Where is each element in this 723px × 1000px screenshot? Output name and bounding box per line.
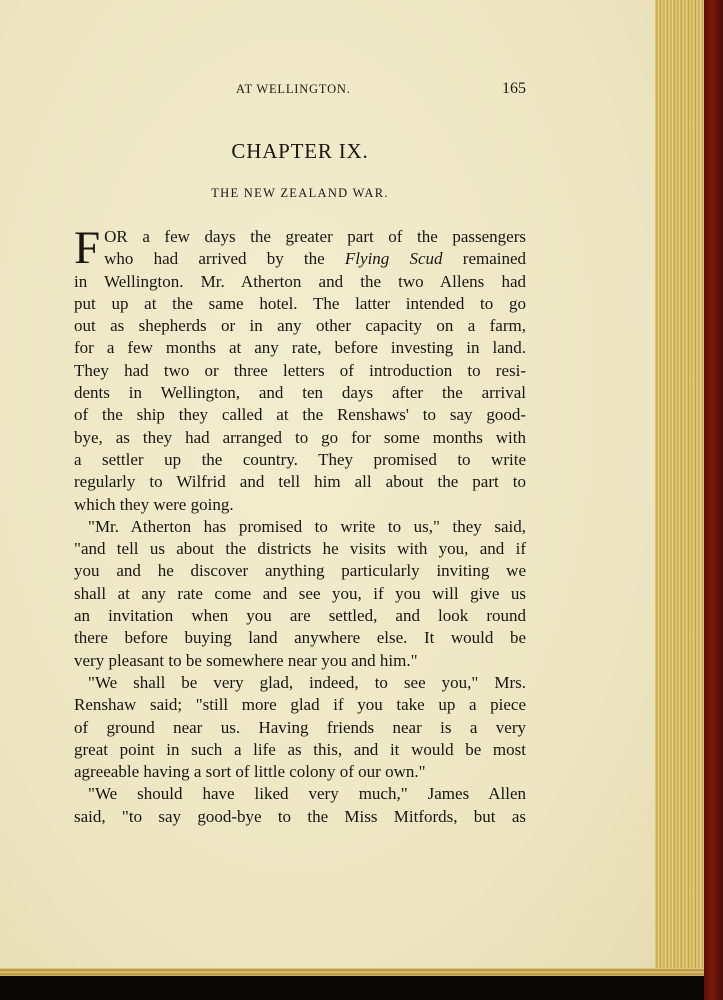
text-line: of ground near us. Having friends near is a very bbox=[74, 717, 526, 737]
text-line: shall at any rate come and see you, if you will give us bbox=[74, 583, 526, 603]
text-line: "We should have liked very much," James Allen bbox=[88, 784, 526, 804]
text-line: which they were going. bbox=[74, 494, 234, 514]
ship-name: Flying Scud bbox=[344, 249, 443, 269]
text-line: "and tell us about the districts he visits with you, and if bbox=[74, 539, 526, 559]
chapter-heading: CHAPTER IX. bbox=[231, 139, 369, 163]
running-head bbox=[236, 80, 526, 100]
drop-cap: F bbox=[74, 222, 101, 274]
text-line: out as shepherds or in any other capacity on a farm, bbox=[74, 316, 526, 336]
text-line: "We shall be very glad, indeed, to see you," Mrs. bbox=[88, 672, 526, 692]
text-line: there before buying land anywhere else. It would be bbox=[74, 628, 526, 648]
text-line: regularly to Wilfrid and tell him all about the part to bbox=[74, 472, 526, 492]
text-segment: remained bbox=[462, 249, 527, 269]
text-line: very pleasant to be somewhere near you and him." bbox=[74, 650, 418, 670]
text-line: OR a few days the greater part of the passengers bbox=[104, 227, 526, 246]
text-line: an invitation when you are settled, and look round bbox=[74, 606, 526, 626]
page-number: 165 bbox=[502, 80, 526, 97]
text-line: "Mr. Atherton has promised to write to us," they said, bbox=[88, 516, 526, 536]
text-line: of the ship they called at the Renshaws' to say good- bbox=[74, 405, 526, 425]
text-line: great point in such a life as this, and it would be most bbox=[74, 739, 526, 759]
text-line: a settler up the country. They promised to write bbox=[74, 449, 526, 469]
text-line: said, "to say good-bye to the Miss Mitfords, but as bbox=[74, 806, 526, 826]
text-line: They had two or three letters of introduction to resi- bbox=[74, 360, 526, 380]
text-line: in Wellington. Mr. Atherton and the two Allens had bbox=[74, 271, 526, 291]
text-line: put up at the same hotel. The latter intended to go bbox=[74, 293, 526, 313]
text-line bbox=[74, 248, 526, 270]
text-segment: who had arrived by the bbox=[104, 249, 325, 269]
chapter-title: THE NEW ZEALAND WAR. bbox=[211, 186, 389, 200]
text-line: Renshaw said; "still more glad if you take up a piece bbox=[74, 695, 526, 715]
text-line: agreeable having a sort of little colony of our own." bbox=[74, 762, 426, 782]
page-edges bbox=[655, 0, 707, 972]
text-line: bye, as they had arranged to go for some months with bbox=[74, 427, 526, 447]
text-line: for a few months at any rate, before investing in land. bbox=[74, 338, 526, 358]
book-cover-edge bbox=[704, 0, 723, 1000]
text-line: you and he discover anything particularly inviting we bbox=[74, 561, 526, 581]
running-title: AT WELLINGTON. bbox=[236, 82, 351, 96]
text-line: dents in Wellington, and ten days after the arrival bbox=[74, 383, 526, 403]
bottom-page-edges bbox=[0, 968, 707, 976]
body-text bbox=[74, 222, 527, 828]
